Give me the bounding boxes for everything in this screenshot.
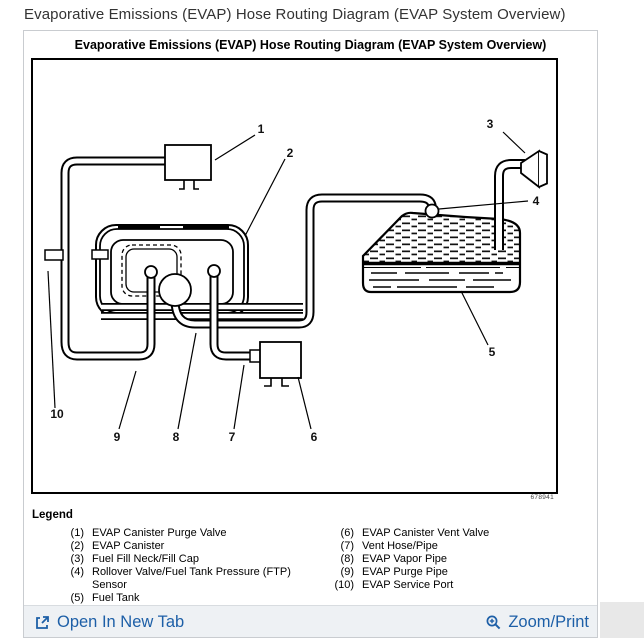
legend-item-label: Vent Hose/Pipe — [362, 540, 438, 552]
callout-8: 8 — [172, 430, 180, 444]
rollover-valve — [426, 205, 439, 218]
callout-10: 10 — [50, 407, 64, 421]
callout-4: 4 — [532, 194, 540, 208]
legend-item-label: Fuel Fill Neck/Fill Cap — [92, 553, 199, 565]
legend-item-label: EVAP Service Port — [362, 579, 454, 591]
legend-item-number: (7) — [340, 540, 354, 552]
vent-valve-box — [250, 342, 301, 386]
callout-3: 3 — [486, 117, 494, 131]
legend-item — [324, 553, 584, 566]
callout-6: 6 — [310, 430, 318, 444]
open-in-new-tab-link[interactable] — [34, 606, 184, 638]
canister-ball — [159, 274, 191, 306]
footer-bar — [24, 605, 597, 637]
callout-7: 7 — [228, 430, 236, 444]
legend-item-label: EVAP Canister Purge Valve — [92, 527, 227, 539]
callout-1: 1 — [257, 122, 265, 136]
zoom-print-link[interactable] — [485, 606, 589, 638]
legend-item-number: (10) — [334, 579, 354, 591]
zoom-print-label: Zoom/Print — [508, 612, 589, 631]
legend-item-label: EVAP Canister Vent Valve — [362, 527, 490, 539]
legend-item-number: (2) — [70, 540, 84, 552]
purge-valve-box — [165, 145, 211, 189]
fill-neck-funnel — [521, 151, 547, 187]
legend-item — [54, 592, 314, 605]
legend — [24, 509, 597, 607]
legend-item-label: Fuel Tank — [92, 592, 140, 604]
canister-left-fitting — [92, 250, 108, 259]
open-in-new-tab-label: Open In New Tab — [57, 612, 185, 631]
panel-title: Evaporative Emissions (EVAP) Hose Routing Diagram (EVAP System Overview) — [74, 38, 547, 52]
legend-item — [54, 527, 314, 540]
legend-item — [324, 579, 584, 592]
legend-item-number: (8) — [340, 553, 354, 565]
legend-item — [324, 566, 584, 579]
evap-diagram-box — [31, 58, 558, 494]
zoom-in-icon — [485, 614, 502, 631]
legend-item-number: (1) — [70, 527, 84, 539]
service-port-fitting — [45, 250, 63, 260]
legend-item — [324, 540, 584, 553]
legend-item-label: EVAP Purge Pipe — [362, 566, 448, 578]
callout-9: 9 — [113, 430, 121, 444]
legend-item-number: (9) — [340, 566, 354, 578]
page-gutter — [600, 602, 644, 638]
legend-item-number: (3) — [70, 553, 84, 565]
legend-item-label: EVAP Canister — [92, 540, 165, 552]
figure-number: 678941 — [530, 494, 554, 501]
legend-item-label: Rollover Valve/Fuel Tank Pressure (FTP) Sensor — [92, 566, 291, 591]
diagram-panel — [23, 30, 598, 638]
open-in-new-tab-icon — [34, 614, 51, 631]
legend-item-label: EVAP Vapor Pipe — [362, 553, 447, 565]
callout-2: 2 — [286, 146, 294, 160]
legend-column-left — [54, 527, 314, 605]
legend-item — [54, 566, 314, 592]
legend-item — [54, 553, 314, 566]
page-title: Evaporative Emissions (EVAP) Hose Routing Diagram (EVAP System Overview) — [24, 6, 566, 23]
legend-item-number: (5) — [70, 592, 84, 604]
legend-item — [54, 540, 314, 553]
evap-diagram — [33, 60, 556, 492]
legend-item-number: (6) — [340, 527, 354, 539]
callout-5: 5 — [488, 345, 496, 359]
legend-column-right — [324, 527, 584, 592]
legend-item — [324, 527, 584, 540]
legend-item-number: (4) — [70, 566, 84, 578]
legend-heading: Legend — [32, 509, 73, 521]
